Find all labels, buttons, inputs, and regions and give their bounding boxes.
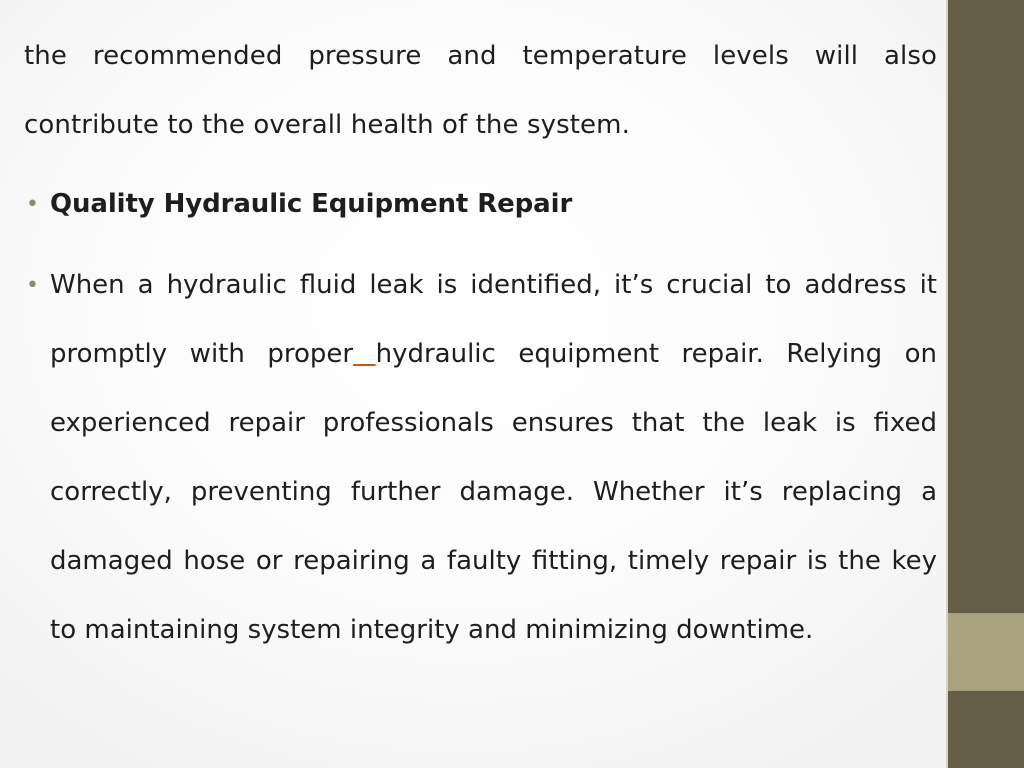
body-text-before-link: When a hydraulic fluid leak is identified, it’s crucial to address it promptly with proper (50, 270, 937, 369)
lead-paragraph: the recommended pressure and temperature levels will also contribute to the overall health of the system. (24, 41, 937, 140)
body-paragraph (50, 251, 937, 665)
body-text-after-link: hydraulic equipment repair. Relying on experienced repair professionals ensures that the leak is fixed correctly, preventing further damage. Whether it’s replacing a damaged hose or repairing a faulty fitting, timely repair is the key to maintaining system integrity and minimizing downtime. (50, 339, 937, 645)
sidebar-accent-block (948, 613, 1024, 691)
slide-content (24, 22, 937, 665)
hyperlink-gap[interactable] (353, 339, 376, 369)
bullet-item-heading (24, 170, 937, 239)
bullet-icon: • (26, 273, 39, 298)
section-heading: Quality Hydraulic Equipment Repair (50, 189, 573, 219)
bullet-list (24, 170, 937, 665)
bullet-item-body (24, 251, 937, 665)
bullet-icon: • (26, 192, 39, 217)
